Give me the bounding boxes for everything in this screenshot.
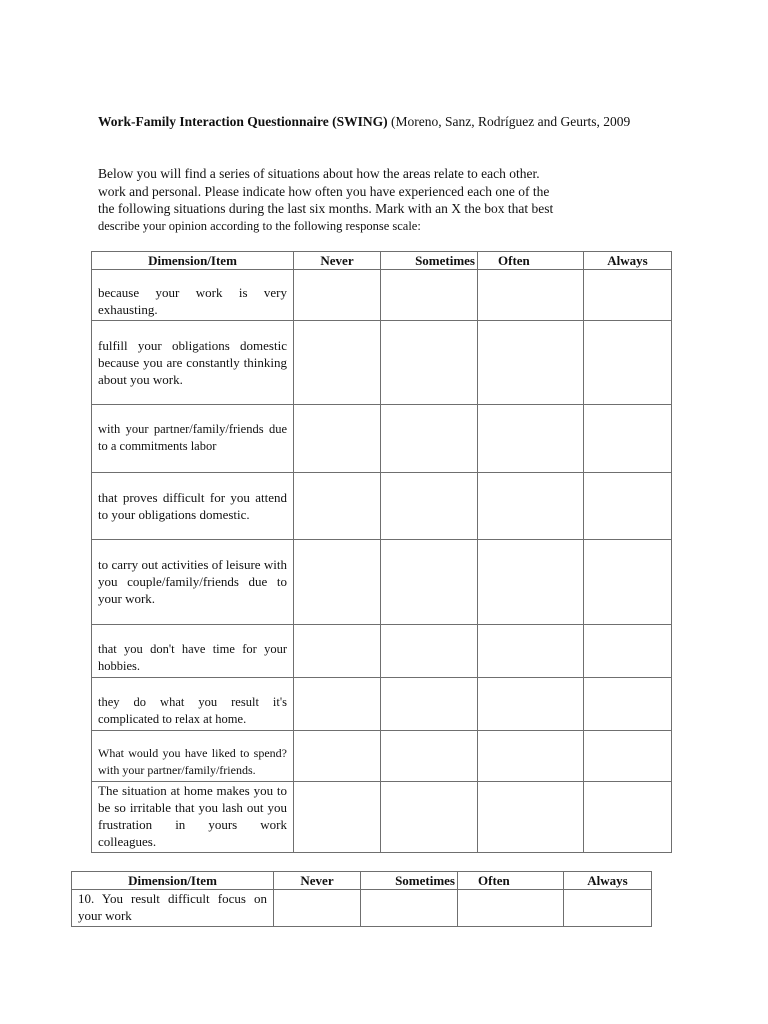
always-answer-cell[interactable] — [584, 270, 672, 321]
header-always: Always — [564, 872, 652, 890]
item-text-cell — [92, 321, 294, 405]
item-text: because your work is very exhausting. — [98, 285, 287, 317]
often-answer-cell[interactable] — [478, 731, 584, 782]
item-text-cell — [92, 405, 294, 473]
never-answer-cell[interactable] — [294, 473, 381, 540]
sometimes-answer-cell[interactable] — [361, 890, 458, 927]
sometimes-answer-cell[interactable] — [381, 731, 478, 782]
never-answer-cell[interactable] — [294, 540, 381, 625]
always-answer-cell[interactable] — [584, 405, 672, 473]
often-answer-cell[interactable] — [478, 405, 584, 473]
item-text-cell — [92, 678, 294, 731]
sometimes-answer-cell[interactable] — [381, 321, 478, 405]
instructions-line: Below you will find a series of situations about how the areas relate to each other. — [98, 166, 540, 181]
always-answer-cell[interactable] — [584, 782, 672, 853]
item-text-cell — [92, 782, 294, 853]
sometimes-answer-cell[interactable] — [381, 405, 478, 473]
item-text: 10. You result difficult focus on your work — [78, 891, 267, 923]
never-answer-cell[interactable] — [294, 405, 381, 473]
item-text: that proves difficult for you attend to your obligations domestic. — [98, 490, 287, 522]
item-text-cell — [92, 625, 294, 678]
sometimes-answer-cell[interactable] — [381, 270, 478, 321]
table-row — [92, 540, 672, 625]
questionnaire-title — [98, 111, 644, 132]
always-answer-cell[interactable] — [584, 731, 672, 782]
always-answer-cell[interactable] — [564, 890, 652, 927]
item-text-cell — [92, 270, 294, 321]
questionnaire-title-bold: Work-Family Interaction Questionnaire (SWING) — [98, 114, 388, 129]
instructions-paragraph — [98, 165, 618, 235]
item-text: fulfill your obligations domestic because you are constantly thinking about you work. — [98, 338, 287, 387]
item-text-cell — [92, 731, 294, 782]
questionnaire-title-citation: (Moreno, Sanz, Rodríguez and Geurts, 2009 — [387, 114, 631, 129]
sometimes-answer-cell[interactable] — [381, 678, 478, 731]
table-row — [92, 731, 672, 782]
header-often: Often — [458, 872, 564, 890]
instructions-line: work and personal. Please indicate how often you have experienced each one of the — [98, 183, 550, 199]
item-text-cell — [92, 540, 294, 625]
questionnaire-table-1 — [91, 251, 672, 853]
table-row — [92, 678, 672, 731]
item-text: What would you have liked to spend? with your partner/family/friends. — [98, 746, 287, 777]
sometimes-answer-cell[interactable] — [381, 540, 478, 625]
table-header-row — [72, 872, 652, 890]
never-answer-cell[interactable] — [294, 678, 381, 731]
item-text: to carry out activities of leisure with you couple/family/friends due to your work. — [98, 557, 287, 606]
always-answer-cell[interactable] — [584, 678, 672, 731]
sometimes-answer-cell[interactable] — [381, 625, 478, 678]
always-answer-cell[interactable] — [584, 540, 672, 625]
table-row — [92, 321, 672, 405]
header-never: Never — [294, 252, 381, 270]
table-row — [92, 270, 672, 321]
item-text-cell — [92, 473, 294, 540]
item-text-cell — [72, 890, 274, 927]
sometimes-answer-cell[interactable] — [381, 782, 478, 853]
table-row — [92, 782, 672, 853]
never-answer-cell[interactable] — [274, 890, 361, 927]
always-answer-cell[interactable] — [584, 625, 672, 678]
table-row — [72, 890, 652, 927]
header-sometimes: Sometimes — [361, 872, 458, 890]
header-always: Always — [584, 252, 672, 270]
instructions-line: describe your opinion according to the following response scale: — [98, 218, 421, 233]
often-answer-cell[interactable] — [478, 270, 584, 321]
header-dimension-item: Dimension/Item — [92, 252, 294, 270]
never-answer-cell[interactable] — [294, 321, 381, 405]
item-text: The situation at home makes you to be so irritable that you lash out you frustration in yours work colleagues. — [98, 783, 287, 849]
instructions-line: the following situations during the last six months. Mark with an X the box that best — [98, 201, 554, 216]
often-answer-cell[interactable] — [478, 321, 584, 405]
header-often: Often — [478, 252, 584, 270]
item-text: they do what you result it's complicated to relax at home. — [98, 695, 287, 726]
often-answer-cell[interactable] — [478, 678, 584, 731]
questionnaire-table-2 — [71, 871, 652, 927]
sometimes-answer-cell[interactable] — [381, 473, 478, 540]
always-answer-cell[interactable] — [584, 473, 672, 540]
never-answer-cell[interactable] — [294, 270, 381, 321]
often-answer-cell[interactable] — [478, 782, 584, 853]
table-row — [92, 625, 672, 678]
table-row — [92, 405, 672, 473]
item-text: with your partner/family/friends due to a commitments labor — [98, 422, 287, 453]
always-answer-cell[interactable] — [584, 321, 672, 405]
often-answer-cell[interactable] — [458, 890, 564, 927]
never-answer-cell[interactable] — [294, 625, 381, 678]
often-answer-cell[interactable] — [478, 473, 584, 540]
item-text: that you don't have time for your hobbies. — [98, 642, 287, 673]
header-never: Never — [274, 872, 361, 890]
table-row — [92, 473, 672, 540]
header-dimension-item: Dimension/Item — [72, 872, 274, 890]
header-sometimes: Sometimes — [381, 252, 478, 270]
never-answer-cell[interactable] — [294, 782, 381, 853]
table-header-row — [92, 252, 672, 270]
never-answer-cell[interactable] — [294, 731, 381, 782]
often-answer-cell[interactable] — [478, 625, 584, 678]
often-answer-cell[interactable] — [478, 540, 584, 625]
